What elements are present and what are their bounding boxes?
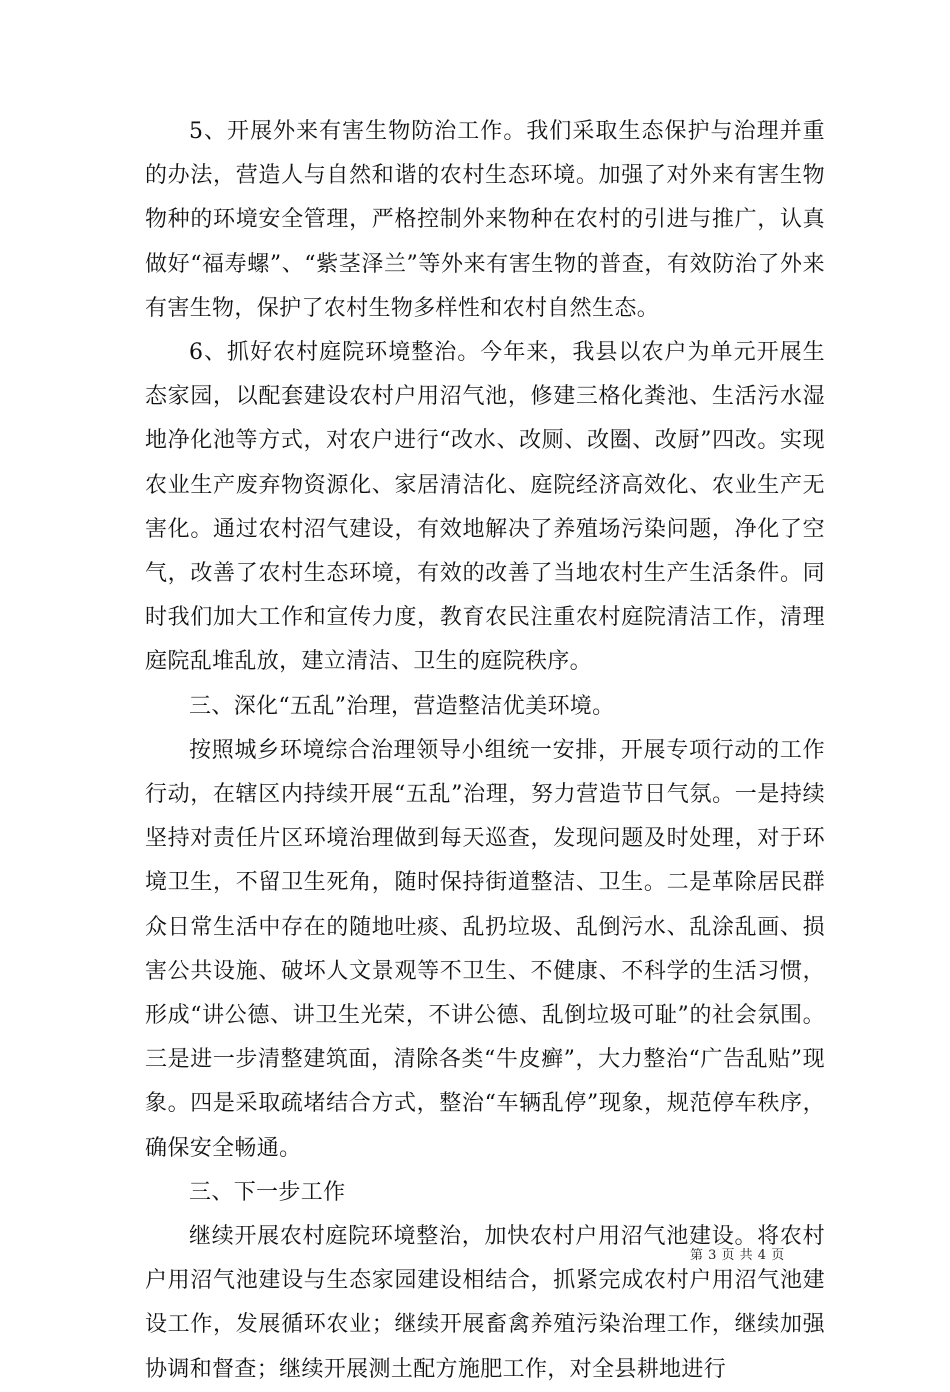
- paragraph-courtyard-environment: 6、抓好农村庭院环境整治。今年来，我县以农户为单元开展生态家园，以配套建设农村户用沼气池，修建三格化粪池、生活污水湿地净化池等方式，对农户进行“改水、改厕、改圈、改厨”四改。实现农业生产废弃物资源化、家居清洁化、庭院经济高效化、农业生产无害化。通过农村沼气建设，有效地解决了养殖场污染问题，净化了空气，改善了农村生态环境，有效的改善了当地农村生产生活条件。同时我们加大工作和宣传力度，教育农民注重农村庭院清洁工作，清理庭院乱堆乱放，建立清洁、卫生的庭院秩序。: [145, 340, 825, 675]
- document-body: [145, 110, 825, 1392]
- paragraph-five-chaos-governance: 按照城乡环境综合治理领导小组统一安排，开展专项行动的工作行动，在辖区内持续开展“五乱”治理，努力营造节日气氛。一是持续坚持对责任片区环境治理做到每天巡查，发现问题及时处理，对于环境卫生，不留卫生死角，随时保持街道整洁、卫生。二是革除居民群众日常生活中存在的随地吐痰、乱扔垃圾、乱倒污水、乱涂乱画、损害公共设施、破坏人文景观等不卫生、不健康、不科学的生活习惯，形成“讲公德、讲卫生光荣，不讲公德、乱倒垃圾可耻”的社会氛围。三是进一步清整建筑面，清除各类“牛皮癣”，大力整治“广告乱贴”现象。四是采取疏堵结合方式，整治“车辆乱停”现象，规范停车秩序，确保安全畅通。: [145, 737, 825, 1161]
- page-number-footer: 第 3 页 共 4 页: [690, 1248, 785, 1263]
- paragraph-next-steps: 继续开展农村庭院环境整治，加快农村户用沼气池建设。将农村户用沼气池建设与生态家园建设相结合，抓紧完成农村户用沼气池建设工作，发展循环农业；继续开展畜禽养殖污染治理工作，继续加强协调和督查；继续开展测土配方施肥工作，对全县耕地进行: [145, 1224, 825, 1382]
- section-heading-next-steps: 三、下一步工作: [189, 1179, 346, 1205]
- paragraph-invasive-species: 5、开展外来有害生物防治工作。我们采取生态保护与治理并重的办法，营造人与自然和谐的农村生态环境。加强了对外来有害生物物种的环境安全管理，严格控制外来物种在农村的引进与推广，认真做好“福寿螺”、“紫茎泽兰”等外来有害生物的普查，有效防治了外来有害生物，保护了农村生物多样性和农村自然生态。: [145, 119, 825, 321]
- section-heading-five-chaos: 三、深化“五乱”治理，营造整洁优美环境。: [189, 693, 615, 719]
